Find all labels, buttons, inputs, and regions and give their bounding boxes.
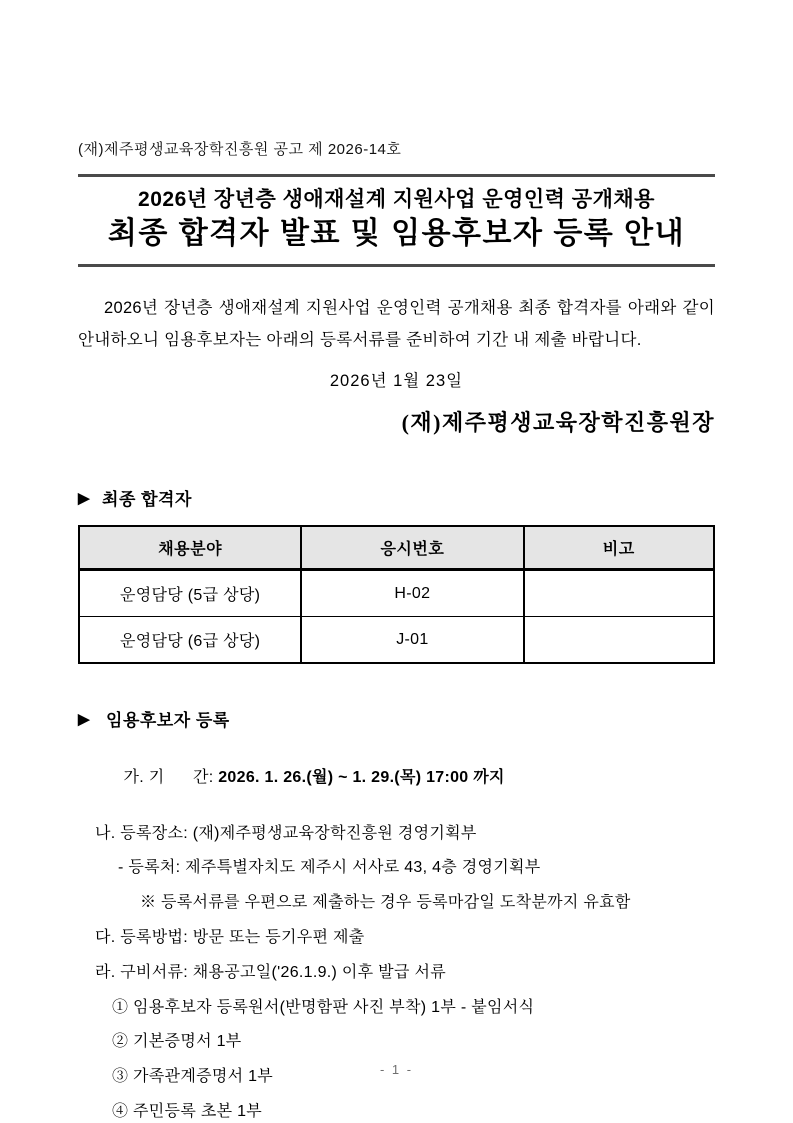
section-final-pass-heading	[78, 485, 715, 510]
document-title: 최종 합격자 발표 및 임용후보자 등록 안내	[107, 217, 686, 251]
section-title: 임용후보자 등록	[106, 711, 230, 731]
final-pass-table	[78, 525, 715, 664]
cell-number: J-01	[301, 617, 523, 664]
triangle-bullet-icon: ▶	[78, 710, 91, 728]
list-item-doc-3: ③ 가족관계증명서 1부	[112, 1068, 274, 1086]
cell-number: H-02	[301, 570, 523, 617]
list-item-label: 가. 기 간:	[123, 768, 219, 786]
table-row	[79, 570, 714, 617]
list-item-location: 나. 등록장소: (재)제주평생교육장학진흥원 경영기획부	[95, 824, 477, 842]
list-item-method: 다. 등록방법: 방문 또는 등기우편 제출	[95, 928, 365, 946]
section-registration-heading	[78, 706, 715, 731]
period-value: 2026. 1. 26.(월) ~ 1. 29.(목) 17:00 까지	[218, 768, 505, 786]
list-item-period	[78, 747, 715, 809]
list-item-mail-note: ※ 등록서류를 우편으로 제출하는 경우 등록마감일 도착분까지 유효함	[140, 894, 631, 912]
section-title: 최종 합격자	[102, 490, 192, 510]
cell-field: 운영담당 (5급 상당)	[79, 570, 301, 617]
list-item-documents: 라. 구비서류: 채용공고일('26.1.9.) 이후 발급 서류	[95, 963, 446, 981]
page-number: - 1 -	[379, 1062, 414, 1077]
list-item-registry-address: - 등록처: 제주특별자치도 제주시 서사로 43, 4층 경영기획부	[118, 859, 541, 877]
list-item-doc-1: ① 임용후보자 등록원서(반명함판 사진 부착) 1부 - 붙임서식	[112, 998, 535, 1016]
title-block	[78, 174, 715, 267]
issuer-signature: (재)제주평생교육장학진흥원장	[401, 410, 715, 436]
list-item-doc-2: ② 기본증명서 1부	[112, 1033, 242, 1051]
column-header-note: 비고	[524, 526, 715, 570]
list-item-doc-4: ④ 주민등록 초본 1부	[112, 1102, 263, 1120]
cell-note	[524, 570, 715, 617]
table-header-row	[79, 526, 714, 570]
column-header-number: 응시번호	[301, 526, 523, 570]
announcement-date: 2026년 1월 23일	[329, 372, 464, 391]
document-subtitle: 2026년 장년층 생애재설계 지원사업 운영인력 공개채용	[138, 188, 655, 211]
cell-note	[524, 617, 715, 664]
announcement-paragraph: 2026년 장년층 생애재설계 지원사업 운영인력 공개채용 최종 합격자를 아래와 같이 안내하오니 임용후보자는 아래의 등록서류를 준비하여 기간 내 제출 바랍니다.	[78, 298, 715, 349]
table-row	[79, 617, 714, 664]
column-header-field: 채용분야	[79, 526, 301, 570]
notice-number: (재)제주평생교육장학진흥원 공고 제 2026-14호	[78, 141, 402, 158]
triangle-bullet-icon: ▶	[78, 489, 91, 507]
cell-field: 운영담당 (6급 상당)	[79, 617, 301, 664]
